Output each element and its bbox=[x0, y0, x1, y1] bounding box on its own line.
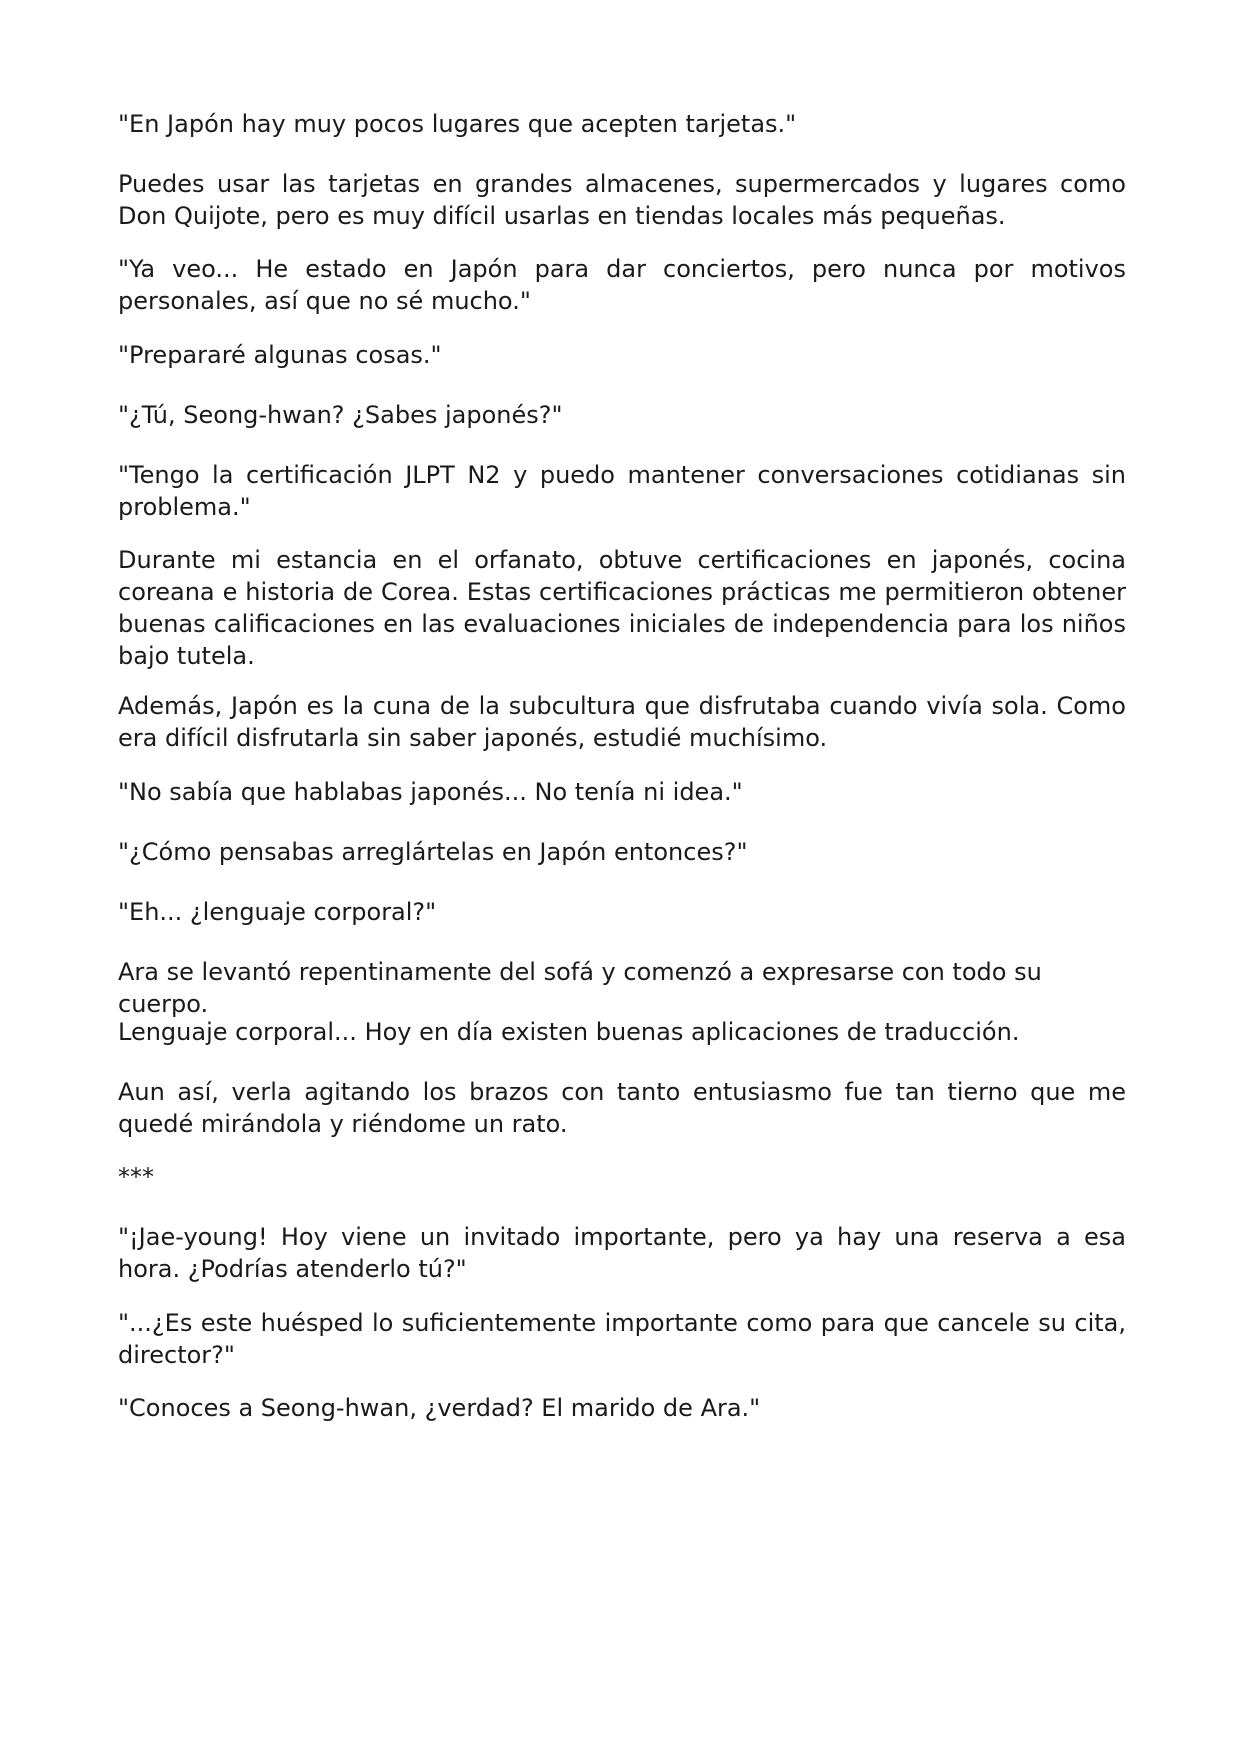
paragraph-16: "...¿Es este huésped lo suficientemente importante como para que cancele su cita, director?" bbox=[118, 1309, 1126, 1369]
paragraph-10: "¿Cómo pensabas arreglártelas en Japón entonces?" bbox=[118, 838, 748, 866]
paragraph-4: "Prepararé algunas cosas." bbox=[118, 341, 442, 369]
paragraph-12: Ara se levantó repentinamente del sofá y comenzó a expresarse con todo su cuerpo. bbox=[118, 958, 1042, 1018]
paragraph-3: "Ya veo... He estado en Japón para dar conciertos, pero nunca por motivos personales, así que no sé mucho." bbox=[118, 255, 1126, 315]
paragraph-11: "Eh... ¿lenguaje corporal?" bbox=[118, 898, 437, 926]
paragraph-17: "Conoces a Seong-hwan, ¿verdad? El marido de Ara." bbox=[118, 1394, 761, 1422]
paragraph-9: "No sabía que hablabas japonés... No tenía ni idea." bbox=[118, 778, 743, 806]
paragraph-7: Durante mi estancia en el orfanato, obtuve certificaciones en japonés, cocina coreana e historia de Corea. Estas certificaciones prácticas me permitieron obtener buenas calificaciones en las evaluaciones iniciales de independencia para los niños bajo tutela. bbox=[118, 546, 1126, 670]
paragraph-1: "En Japón hay muy pocos lugares que acepten tarjetas." bbox=[118, 110, 797, 138]
paragraph-5: "¿Tú, Seong-hwan? ¿Sabes japonés?" bbox=[118, 401, 563, 429]
paragraph-13: Lenguaje corporal... Hoy en día existen buenas aplicaciones de traducción. bbox=[118, 1018, 1020, 1046]
scene-break: *** bbox=[118, 1163, 154, 1191]
paragraph-8: Además, Japón es la cuna de la subcultura que disfrutaba cuando vivía sola. Como era difícil disfrutarla sin saber japonés, estudié muchísimo. bbox=[118, 692, 1126, 752]
paragraph-2: Puedes usar las tarjetas en grandes almacenes, supermercados y lugares como Don Quijote, pero es muy difícil usarlas en tiendas locales más pequeñas. bbox=[118, 170, 1126, 230]
paragraph-14: Aun así, verla agitando los brazos con tanto entusiasmo fue tan tierno que me quedé mirándola y riéndome un rato. bbox=[118, 1078, 1126, 1138]
paragraph-15: "¡Jae-young! Hoy viene un invitado importante, pero ya hay una reserva a esa hora. ¿Podrías atenderlo tú?" bbox=[118, 1223, 1126, 1283]
paragraph-6: "Tengo la certificación JLPT N2 y puedo mantener conversaciones cotidianas sin problema." bbox=[118, 461, 1126, 521]
